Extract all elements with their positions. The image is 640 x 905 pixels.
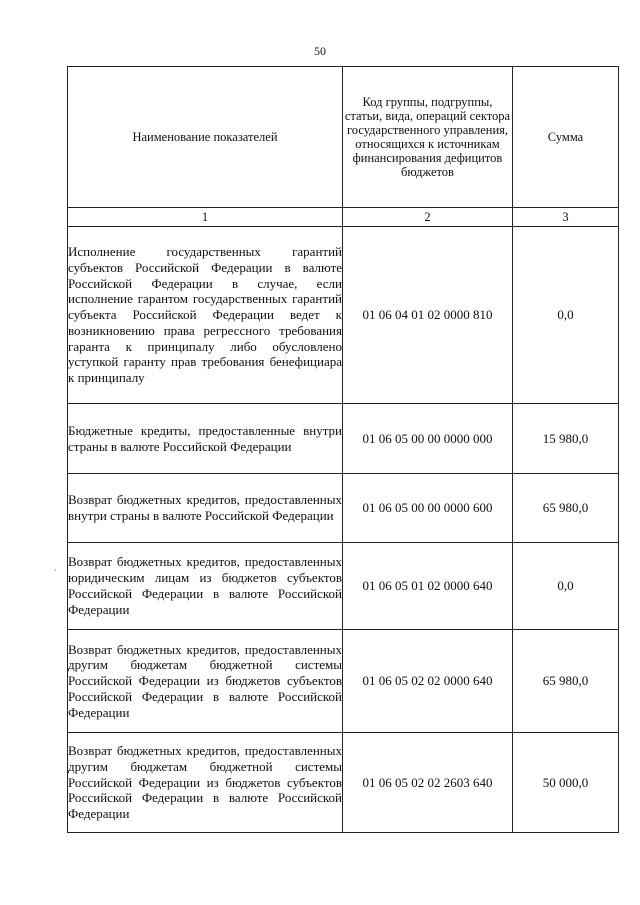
row-code: 01 06 05 02 02 2603 640 (343, 733, 513, 833)
row-code: 01 06 05 00 00 0000 000 (343, 404, 513, 474)
table-header-row (68, 67, 619, 208)
budget-sources-table (67, 66, 619, 833)
row-sum: 50 000,0 (513, 733, 619, 833)
row-name: Бюджетные кредиты, предоставленные внутри страны в валюте Российской Федерации (68, 404, 343, 474)
page-number: 50 (314, 44, 326, 58)
row-code: 01 06 05 02 02 0000 640 (343, 630, 513, 733)
table-row (68, 474, 619, 543)
row-name: Возврат бюджетных кредитов, предоставленных другим бюджетам бюджетной системы Российской Федерации из бюджетов субъектов Российской Федерации в валюте Российской Федерации (68, 630, 343, 733)
row-name: Возврат бюджетных кредитов, предоставленных другим бюджетам бюджетной системы Российской Федерации из бюджетов субъектов Российской Федерации в валюте Российской Федерации (68, 733, 343, 833)
row-sum: 65 980,0 (513, 630, 619, 733)
header-name: Наименование показателей (68, 67, 343, 208)
header-code: Код группы, подгруппы, статьи, вида, операций сектора государственного управления, относящихся к источникам финансирования дефицитов бюджетов (343, 67, 513, 208)
row-code: 01 06 05 01 02 0000 640 (343, 543, 513, 630)
row-code: 01 06 04 01 02 0000 810 (343, 227, 513, 404)
row-name: Возврат бюджетных кредитов, предоставленных внутри страны в валюте Российской Федерации (68, 474, 343, 543)
row-name: Возврат бюджетных кредитов, предоставленных юридическим лицам из бюджетов субъектов Российской Федерации в валюте Российской Федерации (68, 543, 343, 630)
table-row (68, 404, 619, 474)
row-sum: 15 980,0 (513, 404, 619, 474)
column-number: 3 (513, 208, 619, 227)
column-number: 2 (343, 208, 513, 227)
row-sum: 0,0 (513, 543, 619, 630)
table-row (68, 227, 619, 404)
table-row (68, 630, 619, 733)
column-number: 1 (68, 208, 343, 227)
header-sum: Сумма (513, 67, 619, 208)
column-number-row (68, 208, 619, 227)
table-row (68, 733, 619, 833)
row-code: 01 06 05 00 00 0000 600 (343, 474, 513, 543)
row-name: Исполнение государственных гарантий субъектов Российской Федерации в валюте Российской Федерации в случае, если исполнение гарантом государственных гарантий субъекта Российской Федерации ведет к возникновению права регрессного требования гаранта к принципалу либо обусловлено уступкой гаранту прав требования бенефициара к принципалу (68, 227, 343, 404)
row-sum: 65 980,0 (513, 474, 619, 543)
scan-speck: · (54, 566, 57, 575)
row-sum: 0,0 (513, 227, 619, 404)
table-row (68, 543, 619, 630)
